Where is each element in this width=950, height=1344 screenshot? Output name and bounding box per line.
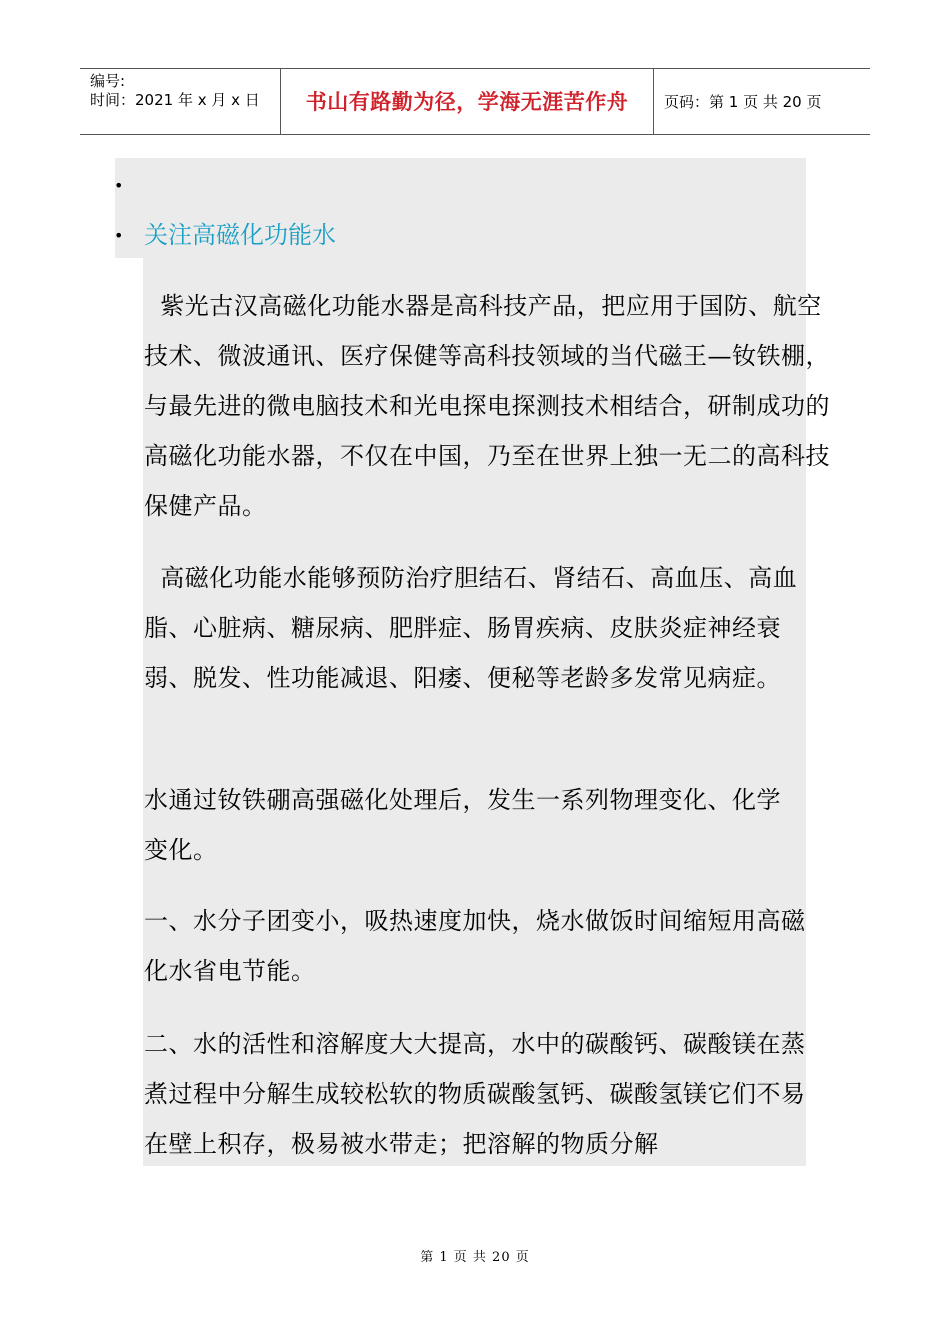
paragraph-point-one: 一、水分子团变小，吸热速度加快，烧水做饭时间缩短用高磁化水省电节能。 bbox=[144, 907, 806, 985]
page-footer: 第 1 页 共 20 页 bbox=[420, 1250, 530, 1265]
header-page-info: 页码：第 1 页 共 20 页 bbox=[664, 93, 822, 111]
time-label: 时间：2021 年 x 月 x 日 bbox=[90, 91, 260, 109]
bullet-headline: • bbox=[114, 226, 124, 245]
header-motto: 书山有路勤为径，学海无涯苦作舟 bbox=[281, 69, 654, 135]
paragraph-benefits: 高磁化功能水能够预防治疗胆结石、肾结石、高血压、高血脂、心脏病、糖尿病、肥胖症、肠胃疾病、皮肤炎症神经衰弱、脱发、性功能减退、阳痿、便秘等老龄多发常见病症。 bbox=[144, 564, 798, 692]
paragraph-intro: 紫光古汉高磁化功能水器是高科技产品，把应用于国防、航空技术、微波通讯、医疗保健等高科技领域的当代磁王—钕铁棚，与最先进的微电脑技术和光电探电探测技术相结合，研制成功的高磁化功能水器，不仅在中国，乃至在世界上独一无二的高科技保健产品。 bbox=[144, 292, 830, 520]
paragraph-point-two: 二、水的活性和溶解度大大提高，水中的碳酸钙、碳酸镁在蒸煮过程中分解生成较松软的物质碳酸氢钙、碳酸氢镁它们不易在壁上积存，极易被水带走；把溶解的物质分解 bbox=[144, 1030, 806, 1158]
document-header bbox=[80, 68, 870, 135]
bullet-empty: • bbox=[114, 176, 124, 195]
paragraph-process: 水通过钕铁硼高强磁化处理后，发生一系列物理变化、化学变化。 bbox=[144, 786, 781, 864]
serial-label: 编号: bbox=[90, 72, 126, 90]
header-meta-cell bbox=[80, 69, 281, 135]
article-headline: 关注高磁化功能水 bbox=[144, 221, 336, 249]
